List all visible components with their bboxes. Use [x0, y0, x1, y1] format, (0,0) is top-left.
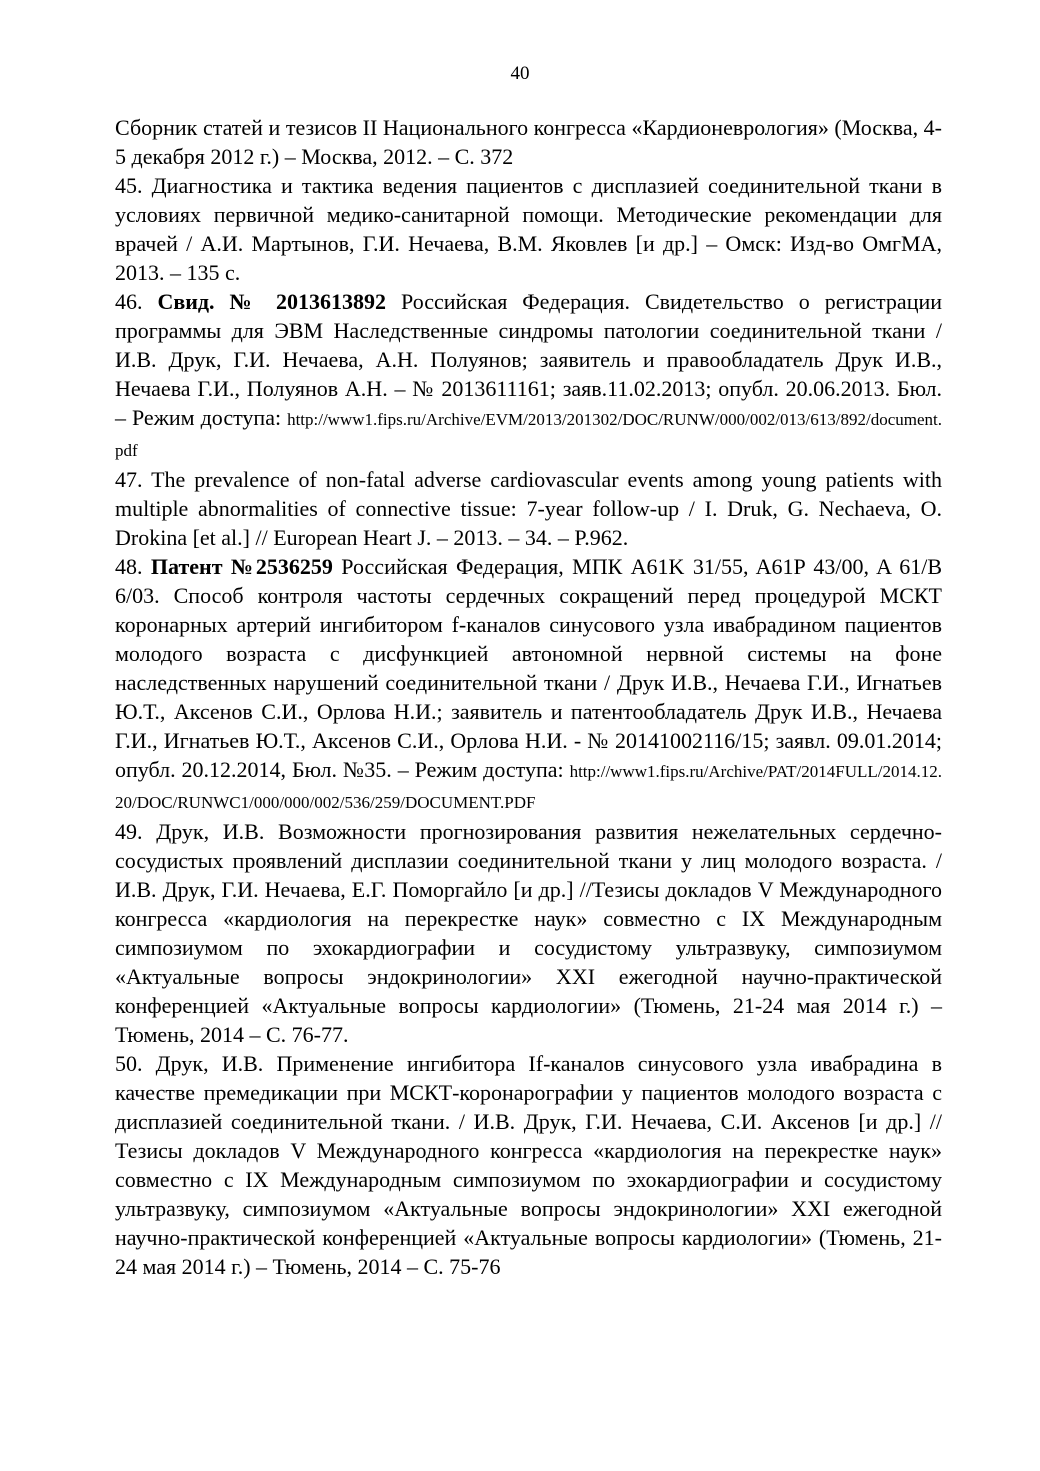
reference-bold-title: Патент №2536259	[150, 554, 333, 579]
reference-text: 50. Друк, И.В. Применение ингибитора If-каналов синусового узла ивабрадина в качестве премедикации при МСКТ-коронарографии у пациентов молодого возраста с дисплазией соединительной ткани. / И.В. Друк, Г.И. Нечаева, С.И. Аксенов [и др.] // Тезисы докладов V Международного конгресса «кардиология на перекрестке наук» совместно с IX Международным симпозиумом по эхокардиографии и сосудистому ультразвуку, симпозиумом «Актуальные вопросы эндокринологии» XXI ежегодной научно-практической конференцией «Актуальные вопросы кардиологии» (Тюмень, 21-24 мая 2014 г.) – Тюмень, 2014 – С. 75-76	[115, 1051, 942, 1279]
reference-text: 47. The prevalence of non-fatal adverse cardiovascular events among young patients with multiple abnormalities of connective tissue: 7-year follow-up / I. Druk, G. Nechaeva, O. Drokina [et al.] // European Heart J. – 2013. – 34. – P.962.	[115, 467, 942, 550]
reference-item	[115, 552, 942, 817]
reference-text: Сборник статей и тезисов II Национального конгресса «Кардионеврология» (Москва, 4-5 декабря 2012 г.) – Москва, 2012. – С. 372	[115, 115, 942, 169]
reference-item	[115, 171, 942, 287]
reference-text: 49. Друк, И.В. Возможности прогнозирования развития нежелательных сердечно-сосудистых проявлений дисплазии соединительной ткани у лиц молодого возраста. / И.В. Друк, Г.И. Нечаева, Е.Г. Поморгайло [и др.] //Тезисы докладов V Международного конгресса «кардиология на перекрестке наук» совместно с IX Международным симпозиумом по эхокардиографии и сосудистому ультразвуку, симпозиумом «Актуальные вопросы эндокринологии» XXI ежегодной научно-практической конференцией «Актуальные вопросы кардиологии» (Тюмень, 21-24 мая 2014 г.) – Тюмень, 2014 – С. 76-77.	[115, 819, 942, 1047]
reference-item	[115, 113, 942, 171]
reference-item	[115, 817, 942, 1049]
reference-list	[115, 113, 942, 1281]
reference-bold-title: Свид. № 2013613892	[157, 289, 387, 314]
reference-url: http://www1.fips.ru/Archive/PAT/2014FULL/2014.12.20/DOC/RUNWC1/000/000/002/536/259/DOCUMENT.PDF	[115, 762, 942, 812]
reference-item	[115, 1049, 942, 1281]
reference-text: Российская Федерация. Свидетельство о регистрации программы для ЭВМ Наследственные синдромы патологии соединительной ткани / И.В. Друк, Г.И. Нечаева, А.Н. Полуянов; заявитель и правообладатель Друк И.В., Нечаева Г.И., Полуянов А.Н. – № 2013611161; заяв.11.02.2013; опубл. 20.06.2013. Бюл. – Режим доступа:	[115, 289, 943, 430]
reference-item	[115, 287, 942, 465]
reference-text: 45. Диагностика и тактика ведения пациентов с дисплазией соединительной ткани в условиях первичной медико-санитарной помощи. Методические рекомендации для врачей / А.И. Мартынов, Г.И. Нечаева, В.М. Яковлев [и др.] – Омск: Изд-во ОмгМА, 2013. – 135 с.	[115, 173, 942, 285]
reference-item	[115, 465, 942, 552]
reference-text: Российская Федерация, МПК A61K 31/55, A61P 43/00, A 61/B 6/03. Способ контроля частоты сердечных сокращений перед процедурой МСКТ коронарных артерий ингибитором f-каналов синусового узла ивабрадином пациентов молодого возраста с дисфункцией автономной нервной системы на фоне наследственных нарушений соединительной ткани / Друк И.В., Нечаева Г.И., Игнатьев Ю.Т., Аксенов С.И., Орлова Н.И.; заявитель и патентообладатель Друк И.В., Нечаева Г.И., Игнатьев Ю.Т., Аксенов С.И., Орлова Н.И. - № 20141002116/15; заявл. 09.01.2014; опубл. 20.12.2014, Бюл. №35. – Режим доступа:	[115, 554, 942, 782]
reference-text: 46.	[115, 289, 158, 314]
reference-text: 48.	[115, 554, 151, 579]
reference-url: http://www1.fips.ru/Archive/EVM/2013/201302/DOC/RUNW/000/002/013/613/892/document.pdf	[115, 410, 942, 460]
page-number: 40	[510, 63, 530, 84]
